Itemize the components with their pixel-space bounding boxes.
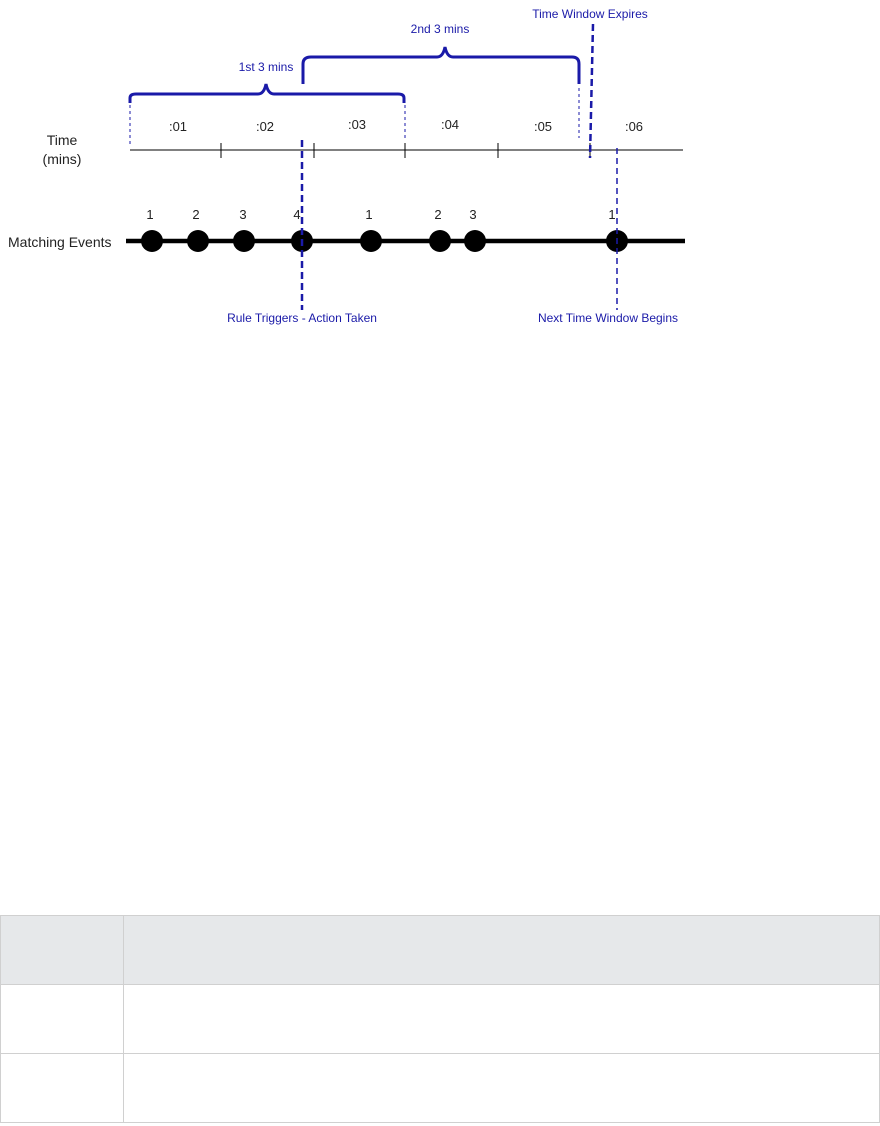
- second-window-brace: [303, 47, 579, 84]
- event-number: 3: [469, 207, 477, 222]
- event-number: 1: [608, 207, 616, 222]
- tick-label: :03: [347, 117, 367, 132]
- tick-label: :01: [168, 119, 188, 134]
- event-dot: [360, 230, 382, 252]
- event-number: 1: [365, 207, 373, 222]
- matching-events-label: Matching Events: [8, 234, 112, 250]
- event-dot: [141, 230, 163, 252]
- first-window-label: 1st 3 mins: [238, 60, 294, 74]
- second-window-label: 2nd 3 mins: [410, 22, 470, 36]
- window-expires-label: Time Window Expires: [532, 7, 648, 21]
- tick-label: :04: [440, 117, 460, 132]
- table-header-cell: [124, 916, 880, 985]
- tick-label: :02: [255, 119, 275, 134]
- event-numbers: [146, 207, 615, 222]
- info-table: [0, 915, 880, 1123]
- table-row: [1, 985, 880, 1054]
- table-row: [1, 1054, 880, 1123]
- event-number: 3: [239, 207, 247, 222]
- event-dot: [187, 230, 209, 252]
- time-label: Time: [46, 132, 78, 148]
- event-number: 2: [192, 207, 200, 222]
- event-number: 4: [293, 207, 301, 222]
- event-dot: [429, 230, 451, 252]
- table-cell: [1, 1054, 124, 1123]
- table-cell: [1, 985, 124, 1054]
- time-unit-label: (mins): [42, 151, 82, 167]
- tick-labels: [169, 117, 643, 134]
- rule-triggers-label: Rule Triggers - Action Taken: [227, 311, 377, 325]
- event-number: 1: [146, 207, 154, 222]
- table-header-row: [1, 916, 880, 985]
- tick-label: :05: [533, 119, 553, 134]
- event-number: 2: [434, 207, 442, 222]
- tick-label: :06: [624, 119, 644, 134]
- table-header-cell: [1, 916, 124, 985]
- table-cell: [124, 985, 880, 1054]
- first-window-brace: [130, 84, 404, 103]
- next-window-label: Next Time Window Begins: [537, 311, 679, 325]
- table-cell: [124, 1054, 880, 1123]
- time-window-diagram: [0, 0, 880, 340]
- event-dot: [464, 230, 486, 252]
- window-expires-line: [590, 24, 593, 158]
- event-dot: [233, 230, 255, 252]
